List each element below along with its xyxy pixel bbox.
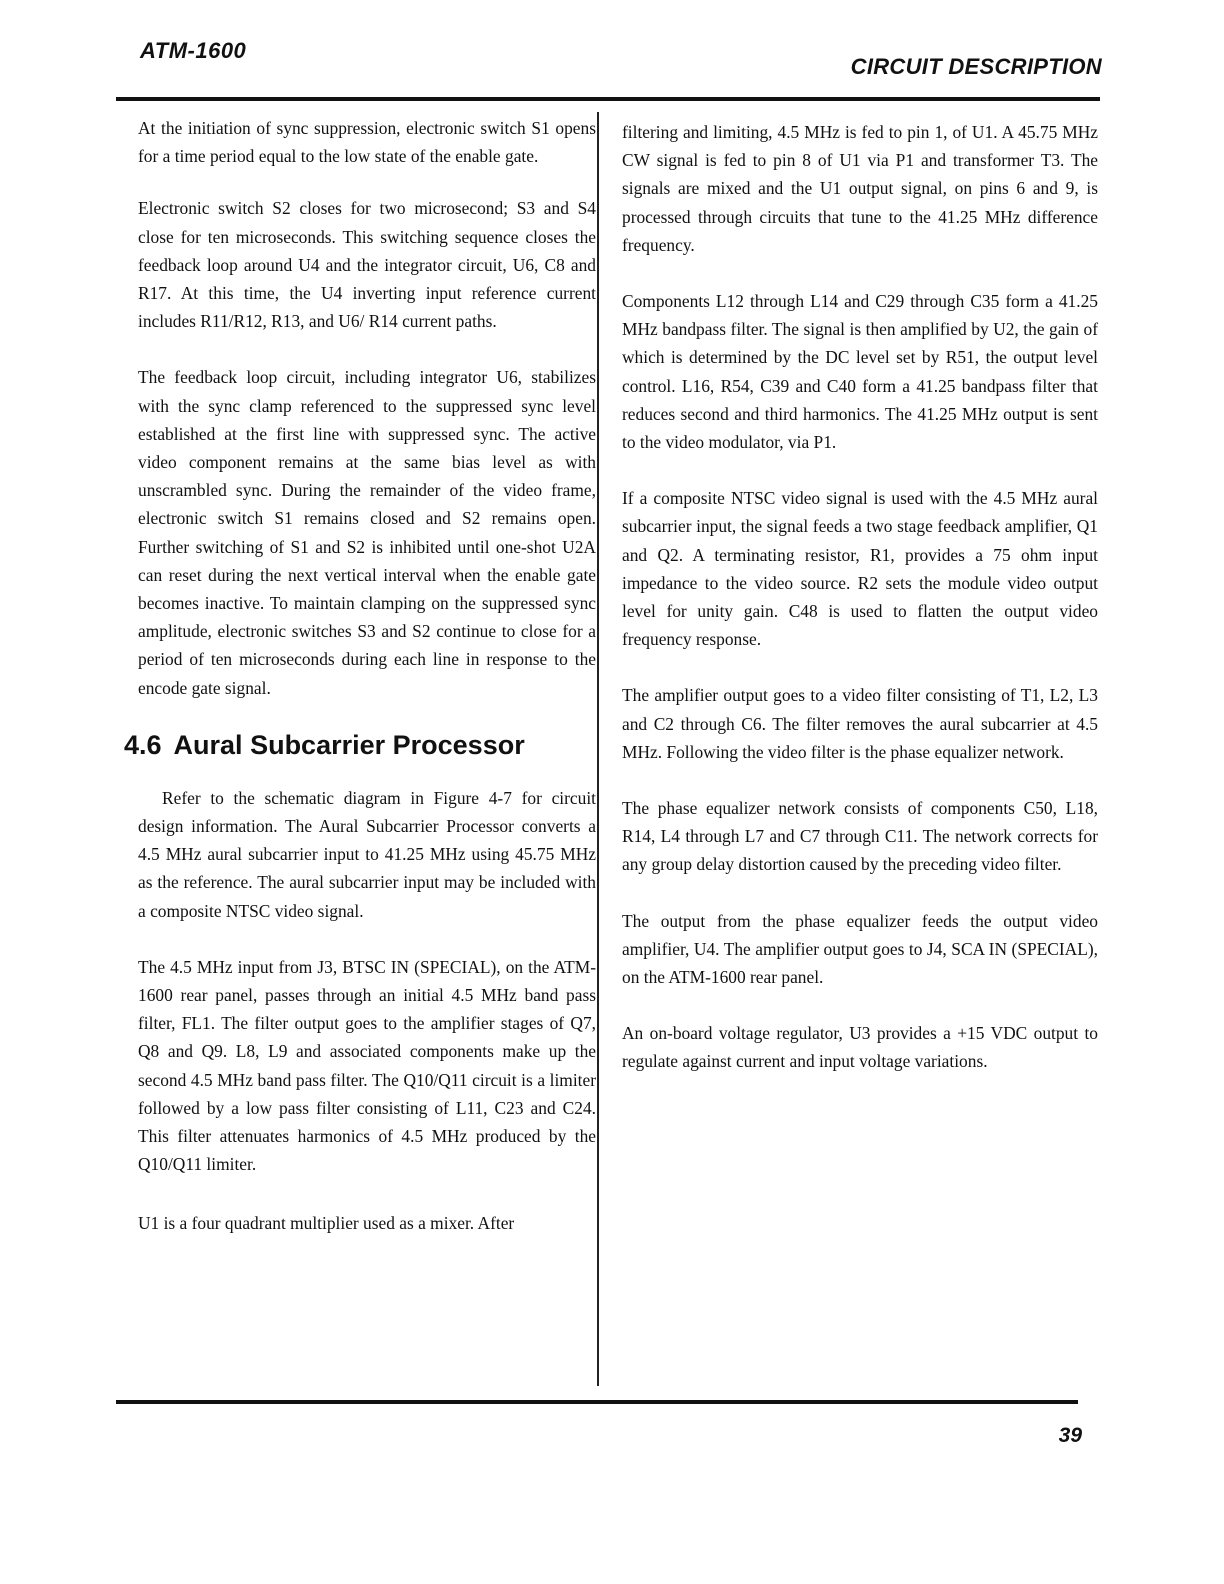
footer-rule	[116, 1400, 1078, 1404]
document-title: ATM-1600	[140, 38, 247, 63]
paragraph: At the initiation of sync suppression, electronic switch S1 opens for a time period equal to the low state of the enable gate.	[138, 118, 596, 167]
paragraph: filtering and limiting, 4.5 MHz is fed to pin 1, of U1. A 45.75 MHz CW signal is fed to pin 8 of U1 via P1 and transformer T3. The signals are mixed and the U1 output signal, on pins 6 and 9, is processed through circuits that tune to the 41.25 MHz difference frequency.	[622, 122, 1098, 255]
paragraph: The amplifier output goes to a video filter consisting of T1, L2, L3 and C2 through C6. The filter removes the aural subcarrier at 4.5 MHz. Following the video filter is the phase equalizer network.	[622, 685, 1098, 762]
section-number: 4.6	[124, 729, 162, 760]
paragraph: Electronic switch S2 closes for two microsecond; S3 and S4 close for ten microseconds. This switching sequence closes the feedback loop around U4 and the integrator circuit, U6, C8 and R17. At this time, the U4 inverting input reference current includes R11/R12, R13, and U6/ R14 current paths.	[138, 198, 596, 332]
right-column	[622, 118, 1098, 1076]
paragraph: If a composite NTSC video signal is used with the 4.5 MHz aural subcarrier input, the signal feeds a two stage feedback amplifier, Q1 and Q2. A terminating resistor, R1, provides a 75 ohm input impedance to the video source. R2 sets the module video output level for unity gain. C48 is used to flatten the output video frequency response.	[622, 488, 1098, 650]
header-rule	[116, 97, 1100, 101]
section-header-title: CIRCUIT DESCRIPTION	[850, 54, 1102, 79]
paragraph: An on-board voltage regulator, U3 provides a +15 VDC output to regulate against current and input voltage variations.	[622, 1023, 1098, 1072]
column-divider	[597, 112, 599, 1386]
paragraph: The output from the phase equalizer feeds the output video amplifier, U4. The amplifier output goes to J4, SCA IN (SPECIAL), on the ATM-1600 rear panel.	[622, 910, 1098, 988]
page-number: 39	[1058, 1424, 1082, 1447]
paragraph: The feedback loop circuit, including integrator U6, stabilizes with the sync clamp referenced to the suppressed sync level established at the first line with suppressed sync. The active video component remains at the same bias level as with unscrambled sync. During the remainder of the video frame, electronic switch S1 remains closed and S2 remains open. Further switching of S1 and S2 is inhibited until one-shot U2A can reset during the next vertical interval when the enable gate becomes inactive. To maintain clamping on the suppressed sync amplitude, electronic switches S3 and S2 continue to close for a period of ten microseconds during each line in response to the encode gate signal.	[138, 367, 596, 698]
section-heading	[124, 728, 596, 762]
paragraph: Components L12 through L14 and C29 through C35 form a 41.25 MHz bandpass filter. The signal is then amplified by U2, the gain of which is determined by the DC level set by R51, the output level control. L16, R54, C39 and C40 form a 41.25 bandpass filter that reduces second and third harmonics. The 41.25 MHz output is sent to the video modulator, via P1.	[622, 291, 1098, 453]
left-column	[124, 114, 596, 1237]
paragraph: The phase equalizer network consists of components C50, L18, R14, L4 through L7 and C7 through C11. The network corrects for any group delay distortion caused by the preceding video filter.	[622, 798, 1098, 875]
paragraph: The 4.5 MHz input from J3, BTSC IN (SPECIAL), on the ATM-1600 rear panel, passes through an initial 4.5 MHz band pass filter, FL1. The filter output goes to the amplifier stages of Q7, Q8 and Q9. L8, L9 and associated components make up the second 4.5 MHz band pass filter. The Q10/Q11 circuit is a limiter followed by a low pass filter consisting of L11, C23 and C24. This filter attenuates harmonics of 4.5 MHz produced by the Q10/Q11 limiter.	[138, 956, 596, 1175]
section-title: Aural Subcarrier Processor	[173, 729, 525, 760]
paragraph: Refer to the schematic diagram in Figure 4-7 for circuit design information. The Aural Subcarrier Processor converts a 4.5 MHz aural subcarrier input to 41.25 MHz using 45.75 MHz as the reference. The aural subcarrier input may be included with a composite NTSC video signal.	[138, 787, 596, 921]
paragraph: U1 is a four quadrant multiplier used as a mixer. After	[138, 1212, 515, 1233]
